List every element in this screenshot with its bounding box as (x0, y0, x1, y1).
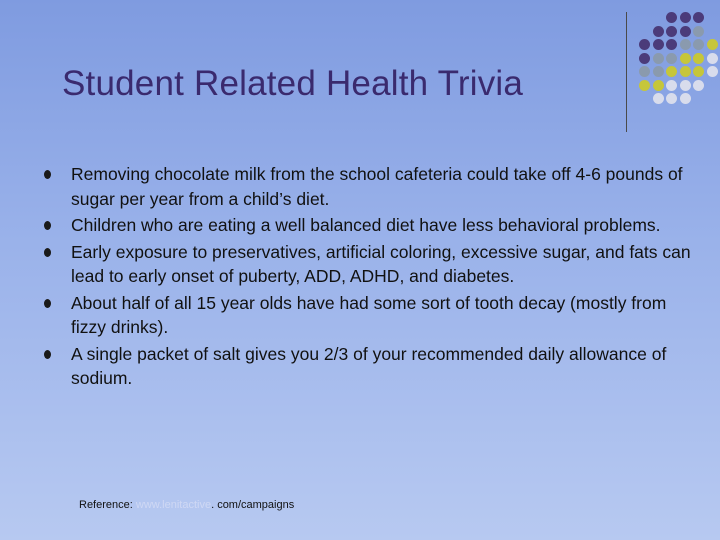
bullet-icon (44, 248, 51, 257)
bullet-item (44, 291, 694, 340)
decorative-dot (680, 12, 691, 23)
decorative-dot (639, 39, 650, 50)
decorative-dot (680, 39, 691, 50)
bullet-icon (44, 170, 51, 179)
decorative-dot (653, 93, 664, 104)
bullet-icon (44, 221, 51, 230)
decorative-dot (639, 66, 650, 77)
bullet-item (44, 240, 694, 289)
decorative-dot (707, 66, 718, 77)
bullet-text: About half of all 15 year olds have had some sort of tooth decay (mostly from fizzy drinks). (71, 292, 667, 337)
bullet-icon (44, 350, 51, 359)
decorative-dot (653, 53, 664, 64)
decorative-dot (666, 80, 677, 91)
reference-link[interactable]: www.lenitactive (135, 499, 212, 511)
bullet-icon (44, 299, 51, 308)
decorative-dot-grid (0, 0, 720, 140)
decorative-dot (653, 80, 664, 91)
decorative-dot (666, 26, 677, 37)
bullet-item (44, 213, 694, 238)
bullet-item (44, 342, 694, 391)
decorative-dot (693, 80, 704, 91)
decorative-dot (653, 26, 664, 37)
bullet-list (44, 162, 694, 393)
decorative-dot (693, 66, 704, 77)
decorative-dot (707, 39, 718, 50)
decorative-dot (693, 12, 704, 23)
decorative-dot (680, 66, 691, 77)
decorative-dot (639, 80, 650, 91)
decorative-dot (666, 53, 677, 64)
decorative-dot (666, 39, 677, 50)
decorative-dot (680, 80, 691, 91)
decorative-dot (666, 12, 677, 23)
decorative-dot (693, 26, 704, 37)
reference-suffix: . com/campaigns (211, 499, 295, 511)
decorative-dot (666, 93, 677, 104)
decorative-dot (680, 93, 691, 104)
slide-title: Student Related Health Trivia (62, 64, 524, 103)
decorative-dot (653, 39, 664, 50)
bullet-text: A single packet of salt gives you 2/3 of your recommended daily allowance of sodium. (71, 343, 667, 388)
bullet-item (44, 162, 694, 211)
decorative-dot (666, 66, 677, 77)
decorative-dot (693, 53, 704, 64)
bullet-text: Children who are eating a well balanced diet have less behavioral problems. (71, 215, 661, 235)
decorative-dot (639, 53, 650, 64)
decorative-dot (680, 53, 691, 64)
bullet-text: Removing chocolate milk from the school cafeteria could take off 4-6 pounds of sugar per year from a child’s diet. (71, 164, 683, 209)
decorative-dot (693, 39, 704, 50)
bullet-text: Early exposure to preservatives, artificial coloring, excessive sugar, and fats can lead to early onset of puberty, ADD, ADHD, and diabetes. (71, 241, 691, 286)
decorative-dot (653, 66, 664, 77)
reference-label: Reference: (79, 499, 136, 511)
decorative-dot (707, 53, 718, 64)
decorative-dot (680, 26, 691, 37)
reference-line (79, 499, 294, 511)
